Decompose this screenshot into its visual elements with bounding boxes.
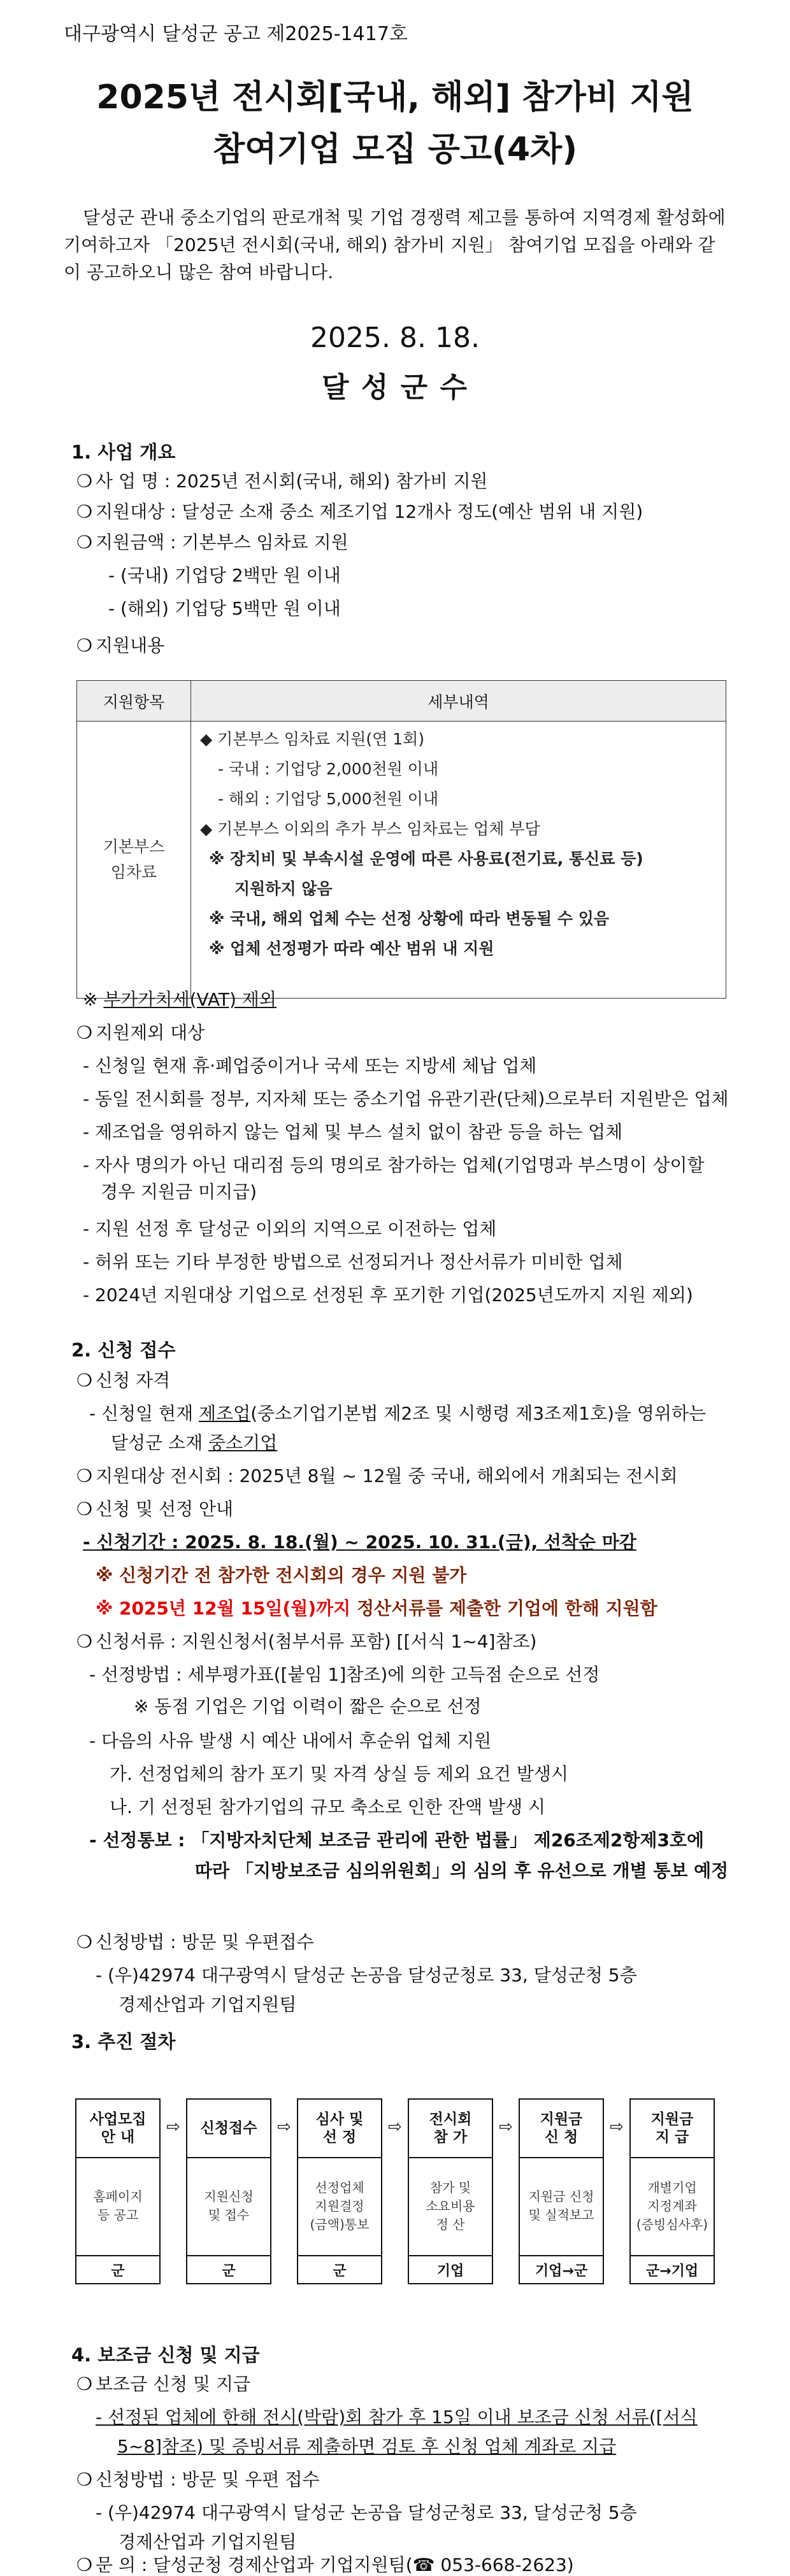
s2-qualification-line: 달성군 소재 중소기업 — [111, 1432, 278, 1453]
process-step: 지원금 신 청 지원금 신청 및 실적보고 기업→군 — [519, 2098, 604, 2284]
s1-target: ❍ 지원대상 : 달성군 소재 중소 제조기업 12개사 정도(예산 범위 내 지원) — [76, 501, 643, 522]
s2-note-2: ※ 2025년 12월 15일(월)까지 정산서류를 제출한 기업에 한해 지원함 — [96, 1598, 657, 1619]
exclusion-item: - 동일 전시회를 정부, 지자체 또는 중소기업 유관기관(단체)으로부터 지원받은 업체 — [83, 1088, 729, 1109]
s1-amount: ❍ 지원금액 : 기본부스 임차료 지원 — [76, 532, 348, 553]
exclusion-item: - 신청일 현재 휴·폐업중이거나 국세 또는 지방세 체납 업체 — [83, 1055, 537, 1076]
exclusion-item-cont: 경우 지원금 미지급) — [101, 1181, 257, 1202]
s2-notify-2: 따라 「지방보조금 심의위원회」의 심의 후 유선으로 개별 통보 예정 — [195, 1860, 729, 1881]
notice-number: 대구광역시 달성군 공고 제2025-1417호 — [64, 23, 408, 45]
s1-domestic: - (국내) 기업당 2백만 원 이내 — [108, 565, 341, 586]
arrow-icon: ⇨ — [166, 2117, 180, 2137]
exclusion-item: - 지원 선정 후 달성군 이외의 지역으로 이전하는 업체 — [83, 1218, 497, 1239]
issuer: 달 성 군 수 — [322, 371, 468, 404]
s4-subsidy-line-cont: 5~8]참조) 및 증빙서류 제출하면 검토 후 신청 업체 계좌로 지급 — [117, 2436, 617, 2457]
s2-backup-na: 나. 기 선정된 참가기업의 규모 축소로 인한 잔액 발생 시 — [110, 1797, 546, 1818]
s2-method-note: ※ 동점 기업은 기업 이력이 짧은 순으로 선정 — [134, 1696, 482, 1717]
s1-project-name: ❍ 사 업 명 : 2025년 전시회(국내, 해외) 참가비 지원 — [76, 471, 488, 492]
vat-note: ※ 부가가치세(VAT) 제외 — [83, 989, 276, 1010]
s2-address-cont: 경제산업과 기업지원팀 — [118, 1994, 297, 2015]
s2-backup-ga: 가. 선정업체의 참가 포기 및 자격 상실 등 제외 요건 발생시 — [110, 1763, 569, 1784]
detail-line: ◆ 기본부스 이외의 추가 부스 임차료는 업체 부담 — [200, 820, 540, 838]
s4-address-cont: 경제산업과 기업지원팀 — [118, 2531, 297, 2552]
detail-line: ◆ 기본부스 임차료 지원(연 1회) — [200, 730, 425, 748]
process-step: 사업모집 안 내 홈페이지 등 공고 군 — [75, 2098, 161, 2284]
s2-qualification: ❍ 신청 자격 — [76, 1370, 171, 1391]
exclusion-item: - 자사 명의가 아닌 대리점 등의 명의로 참가하는 업체(기업명과 부스명이 상이할 — [83, 1155, 705, 1176]
s1-content-label: ❍ 지원내용 — [76, 635, 165, 656]
s2-address: - (우)42974 대구광역시 달성군 논공읍 달성군청로 33, 달성군청 5층 — [96, 1965, 637, 1986]
s4-address: - (우)42974 대구광역시 달성군 논공읍 달성군청로 33, 달성군청 5층 — [96, 2502, 637, 2523]
exclusion-item: - 2024년 지원대상 기업으로 선정된 후 포기한 기업(2025년도까지 지원 제외) — [83, 1284, 693, 1306]
section-4-heading: 4. 보조금 신청 및 지급 — [71, 2344, 260, 2366]
arrow-icon: ⇨ — [499, 2117, 513, 2137]
detail-line: - 해외 : 기업당 5,000천원 이내 — [218, 790, 439, 808]
detail-line: ※ 국내, 해외 업체 수는 선정 상황에 따라 변동될 수 있음 — [209, 909, 609, 928]
process-step: 심사 및 선 정 선정업체 지원결정 (금액)통보 군 — [297, 2098, 382, 2284]
process-step: 신청접수 지원신청 및 접수 군 — [186, 2098, 271, 2284]
exclusion-item: - 제조업을 영위하지 않는 업체 및 부스 설치 없이 참관 등을 하는 업체 — [83, 1121, 623, 1142]
detail-line: 지원하지 않음 — [234, 879, 333, 898]
detail-line: - 국내 : 기업당 2,000천원 이내 — [218, 760, 439, 778]
exclusion-heading: ❍ 지원제외 대상 — [76, 1022, 205, 1043]
process-flowchart — [75, 2098, 725, 2289]
s2-guide: ❍ 신청 및 선정 안내 — [76, 1498, 234, 1519]
arrow-icon: ⇨ — [610, 2117, 624, 2137]
section-3-heading: 3. 추진 절차 — [71, 2031, 176, 2053]
arrow-icon: ⇨ — [277, 2117, 291, 2137]
arrow-icon: ⇨ — [388, 2117, 402, 2137]
process-step: 지원금 지 급 개별기업 지정계좌 (증빙심사후) 군→기업 — [629, 2098, 715, 2284]
s2-qualification-line: - 신청일 현재 제조업(중소기업기본법 제2조 및 시행령 제3조제1호)을 영위하는 — [89, 1403, 707, 1424]
s1-overseas: - (해외) 기업당 5백만 원 이내 — [108, 598, 341, 619]
s2-notify-1: - 선정통보 : 「지방자치단체 보조금 관리에 관한 법률」 제26조제2항제3호에 — [89, 1830, 705, 1851]
exclusion-item: - 허위 또는 기타 부정한 방법으로 선정되거나 정산서류가 미비한 업체 — [83, 1251, 623, 1272]
s2-documents: ❍ 신청서류 : 지원신청서(첨부서류 포함) [[서식 1~4]참조) — [76, 1631, 537, 1652]
intro-paragraph: 달성군 관내 중소기업의 판로개척 및 기업 경쟁력 제고를 통하여 지역경제 활성화에 기여하고자 「2025년 전시회(국내, 해외) 참가비 지원」 참여기업 모집을 아래와 같이 공고하오니 많은 참여 바랍니다. — [64, 207, 726, 283]
s2-target-exhibition: ❍ 지원대상 전시회 : 2025년 8월 ~ 12월 중 국내, 해외에서 개최되는 전시회 — [76, 1465, 678, 1486]
support-table — [76, 680, 726, 999]
table-header-item: 지원항목 — [77, 681, 191, 721]
table-header-detail: 세부내역 — [427, 692, 489, 711]
s4-contact: ❍ 문 의 : 달성군청 경제산업과 기업지원팀(☎ 053-668-2623) — [76, 2554, 574, 2575]
section-2-heading: 2. 신청 접수 — [71, 1339, 176, 1361]
table-item-cell: 기본부스 임차료 — [77, 722, 191, 998]
title-line-1: 2025년 전시회[국내, 해외] 참가비 지원 — [96, 78, 694, 117]
process-step: 전시회 참 가 참가 및 소요비용 정 산 기업 — [408, 2098, 493, 2284]
s2-backup: - 다음의 사유 발생 시 예산 내에서 후순위 업체 지원 — [89, 1730, 492, 1751]
detail-line: ※ 업체 선정평가 따라 예산 범위 내 지원 — [209, 939, 494, 958]
section-1-heading: 1. 사업 개요 — [71, 441, 176, 463]
title-line-2: 참여기업 모집 공고(4차) — [212, 131, 577, 169]
s2-period: - 신청기간 : 2025. 8. 18.(월) ~ 2025. 10. 31.(금), 선착순 마감 — [83, 1532, 636, 1553]
s2-apply: ❍ 신청방법 : 방문 및 우편접수 — [76, 1932, 314, 1953]
s4-subsidy-line: - 선정된 업체에 한해 전시(박람)회 참가 후 15일 이내 보조금 신청 서류([서식 — [96, 2407, 698, 2428]
s2-method: - 선정방법 : 세부평가표([붙임 1]참조)에 의한 고득점 순으로 선정 — [89, 1664, 600, 1685]
detail-line: ※ 장치비 및 부속시설 운영에 따른 사용료(전기료, 통신료 등) — [209, 850, 643, 868]
table-detail-cell — [191, 722, 726, 998]
s2-note-1: ※ 신청기간 전 참가한 전시회의 경우 지원 불가 — [96, 1565, 467, 1586]
notice-date: 2025. 8. 18. — [310, 322, 480, 354]
s4-method: ❍ 신청방법 : 방문 및 우편 접수 — [76, 2469, 320, 2490]
s4-subsidy: ❍ 보조금 신청 및 지급 — [76, 2373, 251, 2395]
